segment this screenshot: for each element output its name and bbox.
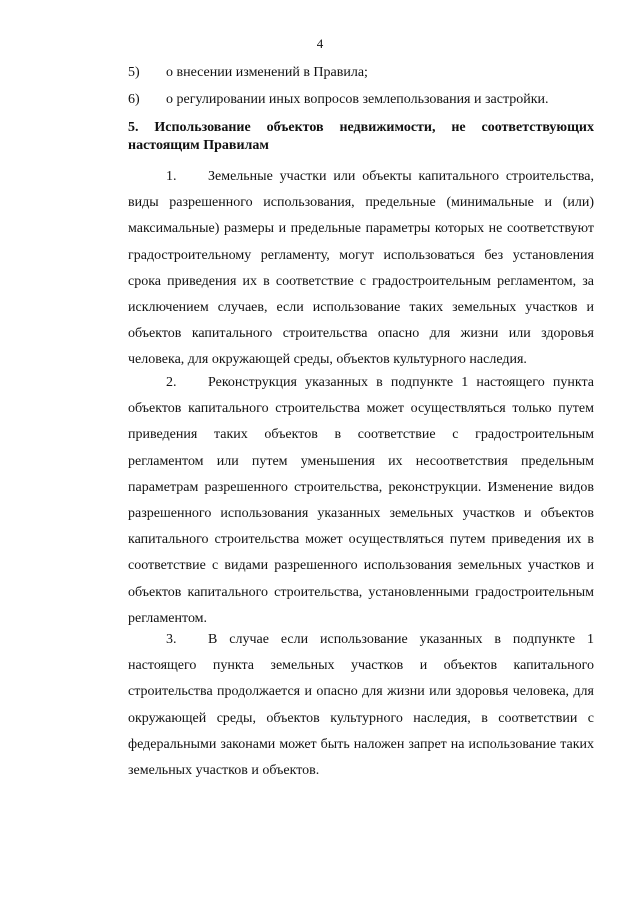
paragraph-number: 2. bbox=[166, 375, 177, 390]
paragraph-text: В случае если использование указанных в подпункте 1 настоящего пункта земельных участков и объектов капитального строительства продолжается и опасно для жизни или здоровья человека, для окружающей среды, объектов культурного наследия, в соответствии с федеральными законами может быть наложен запрет на использование таких земельных участков и объектов. bbox=[128, 632, 594, 779]
list-item-text: о регулировании иных вопросов землепользования и застройки. bbox=[166, 92, 549, 107]
paragraph-1 bbox=[128, 164, 594, 374]
numbered-list bbox=[128, 63, 598, 117]
list-item-text: о внесении изменений в Правила; bbox=[166, 65, 368, 80]
paragraph-3 bbox=[128, 627, 594, 784]
list-item bbox=[128, 90, 598, 117]
page-number: 4 bbox=[316, 36, 324, 51]
list-item-number: 5) bbox=[128, 65, 140, 80]
list-item-number: 6) bbox=[128, 92, 140, 107]
paragraph-text: Земельные участки или объекты капитального строительства, виды разрешенного использования, предельные (минимальные и (или) максимальные) размеры и предельные параметры которых не соответствуют градостроительному регламенту, могут использоваться без установления срока приведения их в соответствие с градостроительным регламентом, за исключением случаев, если использование таких земельных участков и объектов капитального строительства опасно для жизни или здоровья человека, для окружающей среды, объектов культурного наследия. bbox=[128, 169, 594, 368]
list-item bbox=[128, 63, 598, 90]
paragraph-text: Реконструкция указанных в подпункте 1 настоящего пункта объектов капитального строительства может осуществляться только путем приведения таких объектов в соответствие с градостроительным регламентом или путем уменьшения их несоответствия предельным параметрам разрешенного строительства, реконструкции. Изменение видов разрешенного использования указанных земельных участков и объектов капитального строительства может осуществляться путем приведения их в соответствие с видами разрешенного использования земельных участков и объектов капитального строительства, установленными градостроительным регламентом. bbox=[128, 375, 594, 626]
paragraph-2 bbox=[128, 370, 594, 632]
paragraph-number: 1. bbox=[166, 169, 177, 184]
section-heading: 5. Использование объектов недвижимости, не соответствующих настоящим Правилам bbox=[128, 120, 594, 153]
paragraph-number: 3. bbox=[166, 632, 177, 647]
